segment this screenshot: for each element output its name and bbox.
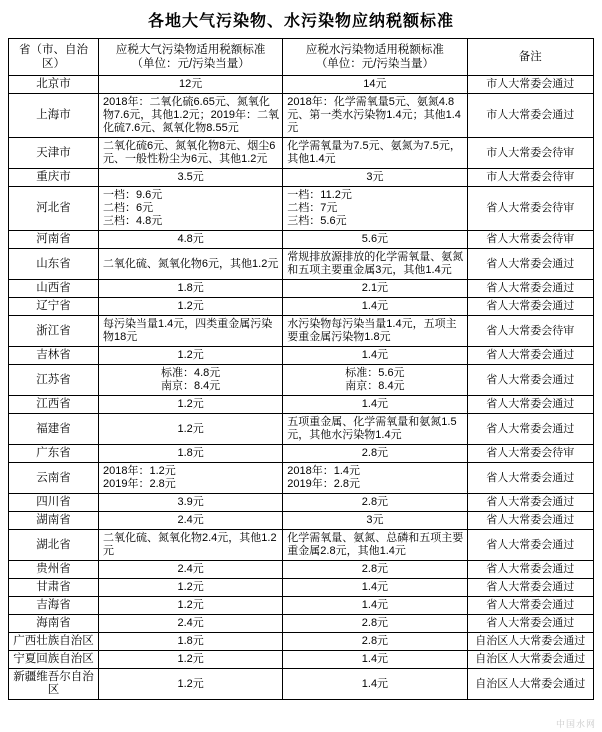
cell-air: 3.5元 — [99, 169, 283, 187]
cell-water: 2.1元 — [283, 280, 467, 298]
cell-air: 一档：9.6元 二档：6元 三档：4.8元 — [99, 187, 283, 231]
cell-province: 吉林省 — [9, 347, 99, 365]
cell-note: 自治区人大常委会通过 — [467, 633, 593, 651]
cell-note: 省人大常委会通过 — [467, 530, 593, 561]
cell-water: 化学需氧量、氨氮、总磷和五项主要重金属2.8元，其他1.4元 — [283, 530, 467, 561]
table-row — [9, 76, 594, 94]
table-row — [9, 445, 594, 463]
cell-province: 广西壮族自治区 — [9, 633, 99, 651]
column-header-water-line1: 应税水污染物适用税额标准 — [305, 44, 444, 56]
cell-note: 省人大常委会待审 — [467, 231, 593, 249]
cell-note: 省人大常委会通过 — [467, 249, 593, 280]
cell-air: 1.2元 — [99, 579, 283, 597]
cell-province: 河北省 — [9, 187, 99, 231]
cell-air: 2.4元 — [99, 561, 283, 579]
table-row — [9, 561, 594, 579]
table-header-row — [9, 39, 594, 76]
cell-note: 省人大常委会通过 — [467, 347, 593, 365]
watermark: 中国水网 — [555, 719, 596, 729]
table-row — [9, 94, 594, 138]
cell-water: 14元 — [283, 76, 467, 94]
cell-note: 省人大常委会通过 — [467, 396, 593, 414]
table-row — [9, 280, 594, 298]
cell-water: 3元 — [283, 512, 467, 530]
cell-air: 1.2元 — [99, 414, 283, 445]
cell-province: 四川省 — [9, 494, 99, 512]
cell-province: 贵州省 — [9, 561, 99, 579]
cell-note: 省人大常委会通过 — [467, 561, 593, 579]
cell-air: 1.8元 — [99, 633, 283, 651]
cell-province: 云南省 — [9, 463, 99, 494]
cell-note: 市人大常委会待审 — [467, 169, 593, 187]
cell-water: 2.8元 — [283, 445, 467, 463]
cell-province: 山西省 — [9, 280, 99, 298]
cell-water: 一档：11.2元 二档：7元 三档：5.6元 — [283, 187, 467, 231]
cell-air: 4.8元 — [99, 231, 283, 249]
cell-province: 江苏省 — [9, 365, 99, 396]
cell-note: 市人大常委会通过 — [467, 94, 593, 138]
table-row — [9, 512, 594, 530]
cell-note: 省人大常委会通过 — [467, 512, 593, 530]
table-row — [9, 414, 594, 445]
table-row — [9, 316, 594, 347]
column-header-water-line2: （单位：元/污染当量） — [315, 58, 435, 70]
table-row — [9, 298, 594, 316]
cell-air: 标准：4.8元 南京：8.4元 — [99, 365, 283, 396]
cell-province: 浙江省 — [9, 316, 99, 347]
cell-water: 1.4元 — [283, 669, 467, 700]
cell-water: 1.4元 — [283, 597, 467, 615]
cell-air: 1.2元 — [99, 396, 283, 414]
cell-note: 市人大常委会待审 — [467, 138, 593, 169]
table-row — [9, 169, 594, 187]
cell-note: 省人大常委会通过 — [467, 463, 593, 494]
cell-water: 水污染物每污染当量1.4元，五项主要重金属污染物1.8元 — [283, 316, 467, 347]
table-row — [9, 579, 594, 597]
column-header-note-text: 备注 — [518, 51, 542, 63]
cell-note: 省人大常委会待审 — [467, 187, 593, 231]
cell-air: 二氧化硫、氮氧化物2.4元，其他1.2元 — [99, 530, 283, 561]
cell-province: 吉海省 — [9, 597, 99, 615]
cell-province: 天津市 — [9, 138, 99, 169]
cell-note: 省人大常委会通过 — [467, 579, 593, 597]
cell-water: 常规排放源排放的化学需氧量、氨氮和五项主要重金属3元，其他1.4元 — [283, 249, 467, 280]
cell-note: 自治区人大常委会通过 — [467, 669, 593, 700]
cell-water: 1.4元 — [283, 651, 467, 669]
page-title: 各地大气污染物、水污染物应纳税额标准 — [147, 13, 454, 30]
cell-water: 1.4元 — [283, 347, 467, 365]
table-row — [9, 138, 594, 169]
table-row — [9, 187, 594, 231]
tax-standard-table — [8, 38, 594, 700]
cell-water: 标准：5.6元 南京：8.4元 — [283, 365, 467, 396]
cell-province: 江西省 — [9, 396, 99, 414]
cell-water: 2018年：化学需氧量5元、氨氮4.8元、第一类水污染物1.4元；其他1.4元 — [283, 94, 467, 138]
table-row — [9, 597, 594, 615]
cell-air: 1.8元 — [99, 445, 283, 463]
table-row — [9, 347, 594, 365]
cell-province: 重庆市 — [9, 169, 99, 187]
cell-water: 1.4元 — [283, 579, 467, 597]
cell-note: 省人大常委会通过 — [467, 414, 593, 445]
cell-province: 甘肃省 — [9, 579, 99, 597]
cell-water: 2.8元 — [283, 615, 467, 633]
table-row — [9, 651, 594, 669]
cell-air: 1.2元 — [99, 347, 283, 365]
cell-air: 二氧化硫、氮氧化物6元，其他1.2元 — [99, 249, 283, 280]
cell-water: 2.8元 — [283, 561, 467, 579]
cell-water: 3元 — [283, 169, 467, 187]
cell-province: 河南省 — [9, 231, 99, 249]
cell-water: 五项重金属、化学需氧量和氨氮1.5元，其他水污染物1.4元 — [283, 414, 467, 445]
column-header-air — [99, 39, 283, 76]
cell-province: 福建省 — [9, 414, 99, 445]
table-row — [9, 463, 594, 494]
cell-province: 海南省 — [9, 615, 99, 633]
column-header-air-line2: （单位：元/污染当量） — [131, 58, 250, 70]
cell-province: 上海市 — [9, 94, 99, 138]
cell-air: 1.2元 — [99, 597, 283, 615]
table-body — [9, 76, 594, 700]
cell-air: 1.2元 — [99, 651, 283, 669]
cell-water: 1.4元 — [283, 298, 467, 316]
cell-province: 宁夏回族自治区 — [9, 651, 99, 669]
cell-air: 2.4元 — [99, 512, 283, 530]
table-row — [9, 249, 594, 280]
cell-note: 省人大常委会通过 — [467, 280, 593, 298]
cell-province: 北京市 — [9, 76, 99, 94]
cell-water: 1.4元 — [283, 396, 467, 414]
cell-note: 市人大常委会通过 — [467, 76, 593, 94]
cell-note: 省人大常委会通过 — [467, 298, 593, 316]
cell-air: 3.9元 — [99, 494, 283, 512]
table-row — [9, 633, 594, 651]
cell-air: 2018年：二氧化硫6.65元、氮氧化物7.6元，其他1.2元；2019年：二氧化硫7.6元、氮氧化物8.55元 — [99, 94, 283, 138]
cell-air: 1.2元 — [99, 298, 283, 316]
table-row — [9, 669, 594, 700]
cell-note: 省人大常委会待审 — [467, 316, 593, 347]
cell-air: 1.2元 — [99, 669, 283, 700]
table-row — [9, 494, 594, 512]
table-row — [9, 365, 594, 396]
cell-water: 2018年：1.4元 2019年：2.8元 — [283, 463, 467, 494]
cell-air: 12元 — [99, 76, 283, 94]
table-row — [9, 530, 594, 561]
cell-province: 辽宁省 — [9, 298, 99, 316]
column-header-province — [9, 39, 99, 76]
cell-note: 省人大常委会待审 — [467, 445, 593, 463]
cell-water: 2.8元 — [283, 633, 467, 651]
cell-water: 5.6元 — [283, 231, 467, 249]
cell-air: 2018年：1.2元 2019年：2.8元 — [99, 463, 283, 494]
cell-province: 湖南省 — [9, 512, 99, 530]
cell-water: 2.8元 — [283, 494, 467, 512]
cell-note: 省人大常委会通过 — [467, 494, 593, 512]
cell-note: 自治区人大常委会通过 — [467, 651, 593, 669]
table-row — [9, 231, 594, 249]
cell-province: 山东省 — [9, 249, 99, 280]
cell-province: 湖北省 — [9, 530, 99, 561]
cell-note: 省人大常委会通过 — [467, 365, 593, 396]
cell-air: 每污染当量1.4元，四类重金属污染物18元 — [99, 316, 283, 347]
cell-note: 省人大常委会通过 — [467, 597, 593, 615]
table-row — [9, 396, 594, 414]
table-row — [9, 615, 594, 633]
column-header-note — [467, 39, 593, 76]
column-header-air-line1: 应税大气污染物适用税额标准 — [115, 44, 266, 56]
cell-water: 化学需氧量为7.5元、氨氮为7.5元，其他1.4元 — [283, 138, 467, 169]
cell-air: 1.8元 — [99, 280, 283, 298]
cell-note: 省人大常委会通过 — [467, 615, 593, 633]
column-header-water — [283, 39, 467, 76]
cell-air: 二氧化硫6元、氮氧化物8元、烟尘6元、一般性粉尘为6元、其他1.2元 — [99, 138, 283, 169]
cell-province: 广东省 — [9, 445, 99, 463]
cell-air: 2.4元 — [99, 615, 283, 633]
cell-province: 新疆维吾尔自治区 — [9, 669, 99, 700]
column-header-province-text: 省（市、自治区） — [19, 44, 88, 70]
